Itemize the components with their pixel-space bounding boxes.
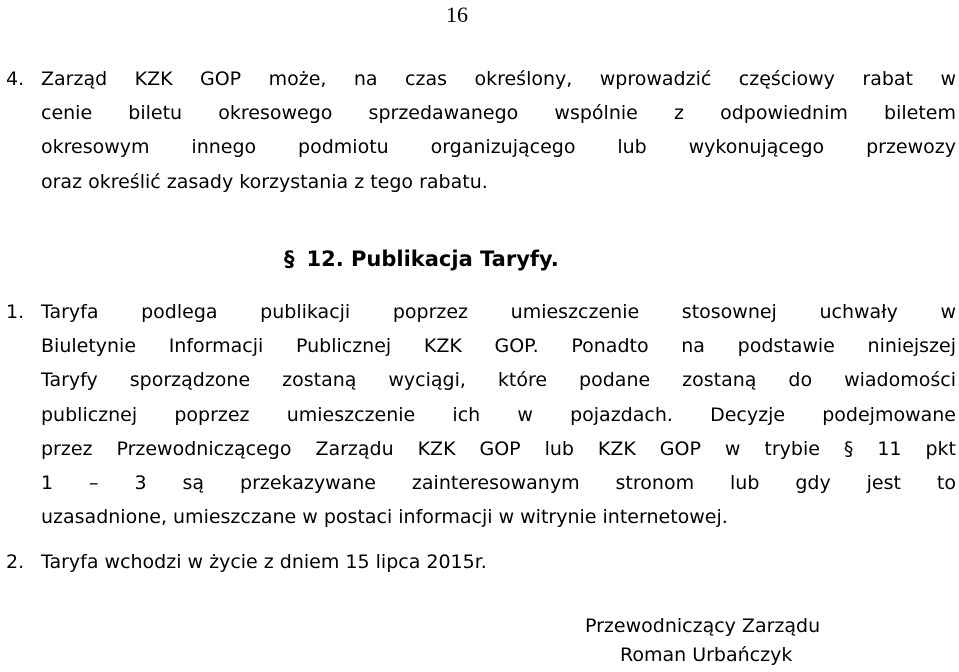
item-1-line-3: Taryfy sporządzone zostaną wyciągi, które podane zostaną do wiadomości	[41, 369, 956, 392]
item-1-line-6: 1 – 3 są przekazywane zainteresowanym stronom lub gdy jest to	[41, 472, 956, 495]
item-4-line-2: cenie biletu okresowego sprzedawanego wspólnie z odpowiednim biletem	[41, 102, 956, 125]
item-1-line-7: uzasadnione, umieszczane w postaci informacji w witrynie internetowej.	[41, 506, 728, 529]
item-4-line-4: oraz określić zasady korzystania z tego rabatu.	[41, 170, 488, 193]
paragraph-item-2	[6, 545, 956, 579]
item-1-line-5: przez Przewodniczącego Zarządu KZK GOP lub KZK GOP w trybie § 11 pkt	[41, 437, 956, 460]
item-4-number: 4.	[6, 68, 25, 90]
item-1-line-4: publicznej poprzez umieszczenie ich w pojazdach. Decyzje podejmowane	[41, 403, 956, 426]
paragraph-item-1	[6, 295, 956, 534]
section-title: 12. Publikacja Taryfy.	[306, 247, 559, 271]
item-4-line-1: Zarząd KZK GOP może, na czas określony, wprowadzić częściowy rabat w	[41, 68, 956, 90]
item-1-line-1: Taryfa podlega publikacji poprzez umieszczenie stosownej uchwały w	[41, 301, 956, 323]
paragraph-item-4	[6, 62, 956, 199]
item-2-text: Taryfa wchodzi w życie z dniem 15 lipca 2015r.	[41, 551, 487, 573]
item-1-line-2: Biuletynie Informacji Publicznej KZK GOP. Ponadto na podstawie niniejszej	[41, 335, 956, 358]
section-symbol: §	[284, 247, 295, 271]
item-4-line-3: okresowym innego podmiotu organizującego lub wykonującego przewozy	[41, 136, 956, 159]
item-2-number: 2.	[6, 551, 25, 573]
signature-name: Roman Urbańczyk	[620, 644, 793, 666]
section-heading	[284, 244, 559, 274]
item-1-number: 1.	[6, 301, 25, 323]
signature-title: Przewodniczący Zarządu	[585, 615, 821, 637]
page-number: 16	[446, 2, 468, 27]
signature-block	[585, 612, 820, 670]
